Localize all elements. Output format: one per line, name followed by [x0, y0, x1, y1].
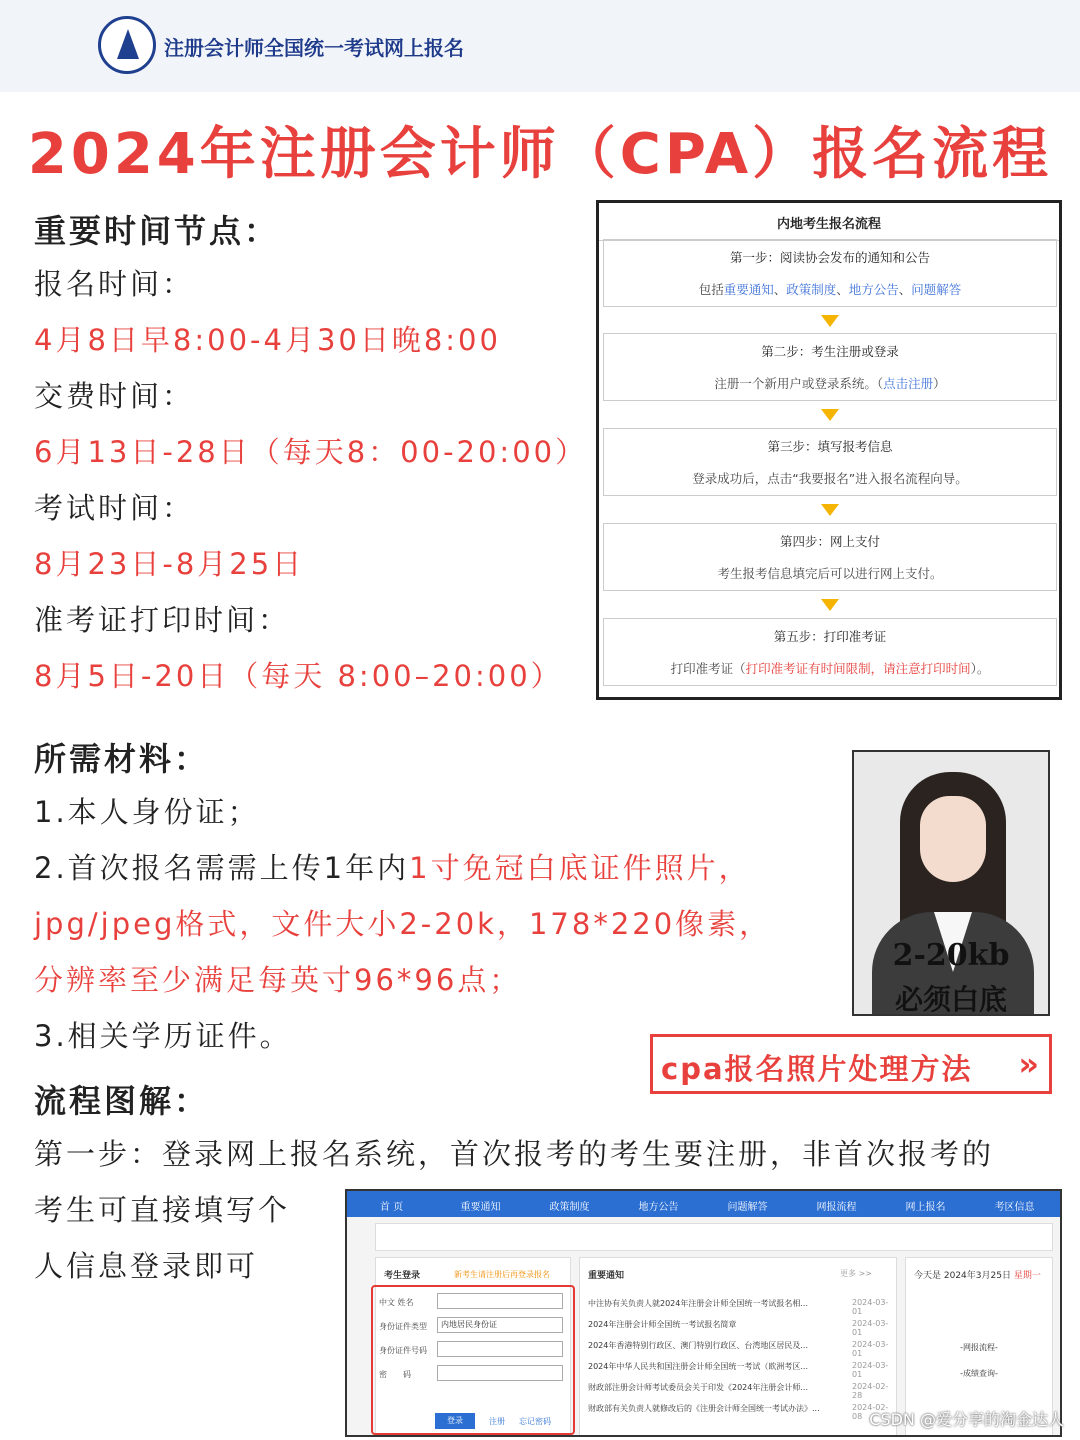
- news-item[interactable]: 2024年中华人民共和国注册会计师全国统一考试（欧洲考区...: [588, 1362, 808, 1371]
- reg-time-value: 4月8日早8:00-4月30日晚8:00: [34, 323, 501, 357]
- cicpa-logo-icon: [98, 16, 156, 74]
- today-date: 今天是 2024年3月25日 星期一: [914, 1271, 1041, 1281]
- arrow-down-icon: [821, 599, 839, 611]
- flow-step-5: [603, 618, 1057, 686]
- process-line-2: 考生可直接填写个: [34, 1193, 291, 1227]
- news-item[interactable]: 2024年香港特别行政区、澳门特别行政区、台湾地区居民及...: [588, 1341, 808, 1350]
- nav-process[interactable]: 网报流程: [816, 1202, 857, 1213]
- idno-label: 身份证件号码: [379, 1346, 427, 1355]
- step-desc: 包括重要通知、政策制度、地方公告、问题解答: [698, 282, 962, 297]
- link-faq[interactable]: 问题解答: [911, 282, 962, 297]
- process-heading: 流程图解：: [34, 1082, 210, 1120]
- exam-time-value: 8月23日-8月25日: [34, 547, 305, 581]
- news-title: 重要通知: [588, 1271, 625, 1281]
- registration-site-screenshot: [345, 1189, 1062, 1437]
- nav-local-notices[interactable]: 地方公告: [638, 1202, 679, 1213]
- nav-register[interactable]: 网上报名: [905, 1202, 946, 1213]
- flow-step-4: [603, 523, 1057, 591]
- material-item-3: 3.相关学历证件。: [34, 1019, 292, 1053]
- nav-policies[interactable]: 政策制度: [549, 1202, 590, 1213]
- process-line-1: 第一步：登录网上报名系统，首次报考的考生要注册，非首次报考的: [34, 1137, 995, 1171]
- password-label: 密 码: [379, 1370, 411, 1379]
- news-date: 2024-03-01: [852, 1340, 889, 1358]
- step-title: 第三步：填写报考信息: [767, 439, 893, 454]
- ticket-time-value: 8月5日-20日（每天 8:00–20:00）: [34, 659, 563, 693]
- sample-id-photo: [852, 750, 1050, 1016]
- news-more-link[interactable]: 更多 >>: [840, 1269, 872, 1278]
- news-date: 2024-03-01: [852, 1298, 889, 1316]
- site-nav: [347, 1191, 1060, 1217]
- print-warning: 打印准考证有时间限制，请注意打印时间: [745, 661, 971, 676]
- exam-time-label: 考试时间：: [34, 491, 195, 525]
- flow-title: 内地考生报名流程: [776, 217, 881, 232]
- news-item[interactable]: 中注协有关负责人就2024年注册会计师全国统一考试报名相...: [588, 1299, 808, 1308]
- step-title: 第五步：打印准考证: [773, 629, 887, 644]
- arrow-down-icon: [821, 409, 839, 421]
- site-title: 注册会计师全国统一考试网上报名: [164, 36, 464, 60]
- idno-input[interactable]: [437, 1341, 563, 1357]
- arrow-down-icon: [821, 504, 839, 516]
- pay-time-value: 6月13日-28日（每天8：00-20:00）: [34, 435, 588, 469]
- name-label: 中文 姓名: [379, 1298, 414, 1307]
- news-date: 2024-03-01: [852, 1361, 889, 1379]
- materials-heading: 所需材料：: [34, 740, 210, 778]
- news-panel: [579, 1257, 897, 1437]
- password-input[interactable]: [437, 1365, 563, 1381]
- link-policies[interactable]: 政策制度: [786, 282, 837, 297]
- register-tip[interactable]: 新考生请注册后再登录报名: [454, 1270, 550, 1279]
- material-item-2-resolution: 分辨率至少满足每英寸96*96点；: [34, 963, 522, 997]
- process-line-3: 人信息登录即可: [34, 1249, 259, 1283]
- page-title: 2024年注册会计师（CPA）报名流程: [27, 122, 1053, 187]
- news-item[interactable]: 2024年注册会计师全国统一考试报名简章: [588, 1320, 737, 1329]
- link-notices[interactable]: 重要通知: [723, 282, 774, 297]
- step-desc: 考生报考信息填完后可以进行网上支付。: [717, 566, 943, 581]
- idtype-select[interactable]: 内地居民身份证: [437, 1317, 563, 1333]
- news-date: 2024-03-01: [852, 1319, 889, 1337]
- nav-faq[interactable]: 问题解答: [727, 1202, 768, 1213]
- ticket-time-label: 准考证打印时间：: [34, 603, 291, 637]
- register-link[interactable]: 注册: [489, 1417, 505, 1426]
- news-date: 2024-02-28: [852, 1382, 889, 1400]
- photo-method-label: cpa报名照片处理方法: [661, 1052, 973, 1086]
- idtype-label: 身份证件类型: [379, 1322, 427, 1331]
- flow-step-2: [603, 333, 1057, 401]
- registration-flow-panel: [596, 200, 1062, 700]
- double-chevron-right-icon: »: [1018, 1045, 1039, 1083]
- step-title: 第二步：考生注册或登录: [761, 344, 899, 359]
- nav-home[interactable]: 首 页: [379, 1202, 404, 1213]
- watermark: CSDN @爱分享的淘金达人: [869, 1410, 1064, 1429]
- material-item-2: 2.首次报名需需上传1年内1寸免冠白底证件照片，: [34, 851, 751, 885]
- photo-bg-label: 必须白底: [894, 983, 1007, 1016]
- link-local-notices[interactable]: 地方公告: [848, 282, 899, 297]
- step-desc: 打印准考证（打印准考证有时间限制，请注意打印时间）。: [670, 661, 990, 676]
- login-button[interactable]: 登录: [435, 1413, 475, 1429]
- reg-time-label: 报名时间：: [34, 267, 195, 301]
- photo-size-label: 2-20kb: [892, 938, 1010, 973]
- material-item-2-format: jpg/jpeg格式，文件大小2-20k，178*220像素，: [34, 907, 772, 941]
- news-item[interactable]: 财政部有关负责人就修改后的《注册会计师全国统一考试办法》...: [588, 1404, 820, 1413]
- flow-step-3: [603, 428, 1057, 496]
- nav-exam-area[interactable]: 考区信息: [994, 1202, 1035, 1213]
- click-register-link[interactable]: 点击注册: [883, 376, 934, 391]
- news-item[interactable]: 财政部注册会计师考试委员会关于印发《2024年注册会计师...: [588, 1383, 808, 1392]
- forgot-password-link[interactable]: 忘记密码: [519, 1417, 551, 1426]
- nav-notices[interactable]: 重要通知: [460, 1202, 501, 1213]
- login-title: 考生登录: [384, 1271, 421, 1281]
- flow-step-1: [603, 239, 1057, 307]
- score-link[interactable]: -成绩查询-: [960, 1369, 998, 1378]
- site-header: [0, 0, 1080, 92]
- news-date: 2024-02-08: [852, 1403, 889, 1421]
- material-item-1: 1.本人身份证；: [34, 795, 260, 829]
- step-title: 第四步：网上支付: [779, 534, 880, 549]
- process-link[interactable]: -网报流程-: [960, 1343, 998, 1352]
- timeline-heading: 重要时间节点：: [34, 212, 280, 250]
- photo-method-button[interactable]: [650, 1034, 1052, 1094]
- login-form: [371, 1285, 575, 1435]
- step-desc: 注册一个新用户或登录系统。（点击注册）: [714, 376, 946, 391]
- pay-time-label: 交费时间：: [34, 379, 195, 413]
- arrow-down-icon: [821, 315, 839, 327]
- step-title: 第一步：阅读协会发布的通知和公告: [729, 250, 930, 265]
- site-banner: [375, 1223, 1053, 1251]
- name-input[interactable]: [437, 1293, 563, 1309]
- step-desc: 登录成功后，点击“我要报名”进入报名流程向导。: [692, 471, 968, 486]
